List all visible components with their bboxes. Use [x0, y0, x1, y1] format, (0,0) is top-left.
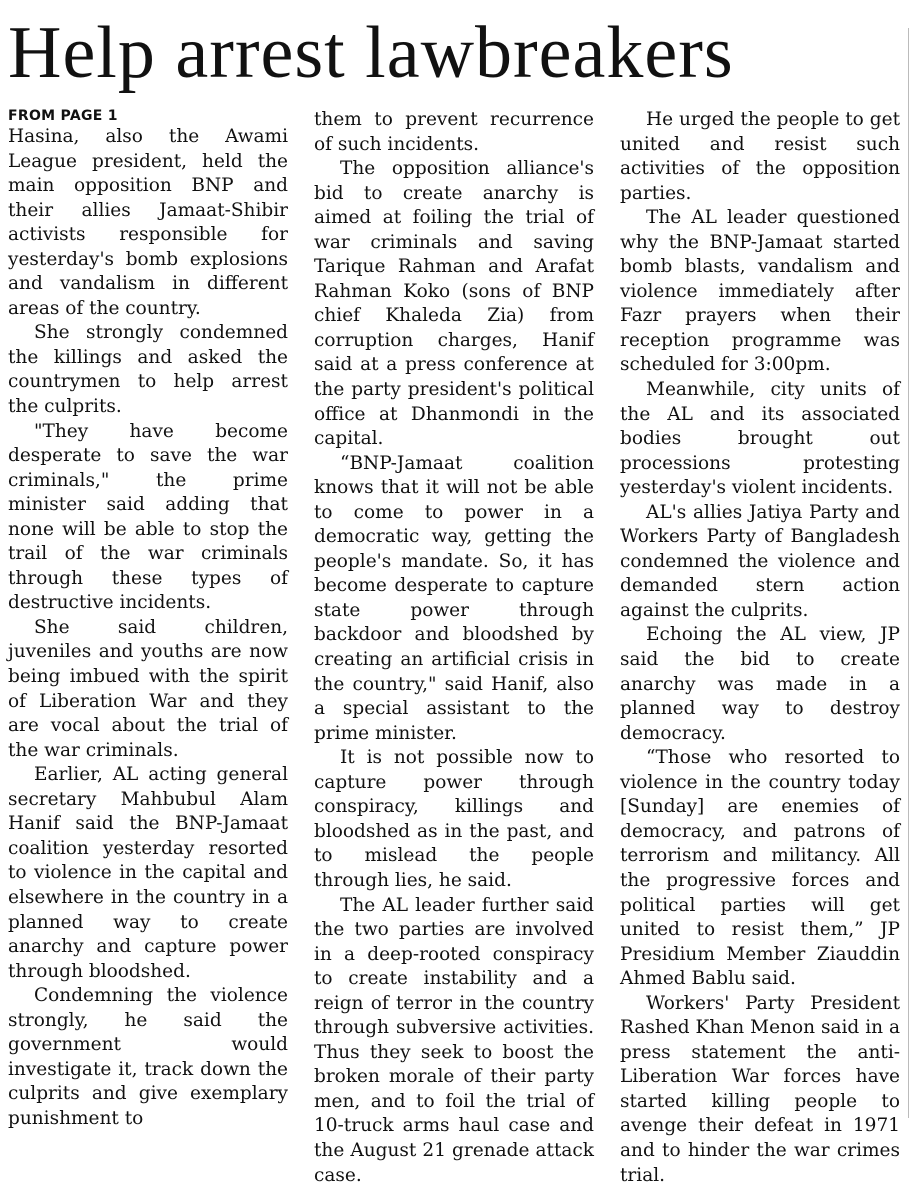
paragraph: She said children, juveniles and youths are now being imbued with the spirit of Liberation War and they are vocal about the trial of the war criminals. [8, 616, 288, 763]
paragraph: The AL leader questioned why the BNP-Jamaat started bomb blasts, vandalism and violence immediately after Fazr prayers when their reception programme was scheduled for 3:00pm. [620, 206, 900, 378]
paragraph: The AL leader further said the two parties are involved in a deep-rooted conspiracy to create instability and a reign of terror in the country through subversive activities. Thus they seek to boost the broken morale of their party men, and to foil the trial of 10-truck arms haul case and the August 21 grenade attack case. [314, 894, 594, 1188]
paragraph: She strongly condemned the killings and asked the countrymen to help arrest the culprits. [8, 321, 288, 419]
paragraph: “BNP-Jamaat coalition knows that it will not be able to come to power in a democratic way, getting the people's mandate. So, it has become desperate to capture state power through backdoor and bloodshed by creating an artificial crisis in the country," said Hanif, also a special assistant to the prime minister. [314, 452, 594, 747]
paragraph: Condemning the violence strongly, he said the government would investigate it, track down the culprits and give exemplary punishment to [8, 984, 288, 1131]
paragraph: "They have become desperate to save the war criminals," the prime minister said adding that none will be able to stop the trail of the war criminals through these types of destructive incidents. [8, 420, 288, 616]
paragraph: Earlier, AL acting general secretary Mahbubul Alam Hanif said the BNP-Jamaat coalition yesterday resorted to violence in the capital and elsewhere in the country in a planned way to create anarchy and capture power through bloodshed. [8, 763, 288, 984]
paragraph: It is not possible now to capture power through conspiracy, killings and bloodshed as in the past, and to mislead the people through lies, he said. [314, 746, 594, 893]
article-column-3 [620, 108, 900, 1114]
kicker: FROM PAGE 1 [8, 108, 288, 125]
paragraph: Meanwhile, city units of the AL and its associated bodies brought out processions protesting yesterday's violent incidents. [620, 378, 900, 501]
column-rule [908, 28, 909, 1118]
paragraph: Hasina, also the Awami League president, held the main opposition BNP and their allies Jamaat-Shibir activists responsible for yesterday's bomb explosions and vandalism in different areas of the country. [8, 125, 288, 321]
headline: Help arrest lawbreakers [8, 10, 908, 96]
paragraph: Echoing the AL view, JP said the bid to create anarchy was made in a planned way to destroy democracy. [620, 623, 900, 746]
paragraph: Workers' Party President Rashed Khan Menon said in a press statement the anti-Liberation War forces have started killing people to avenge their defeat in 1971 and to hinder the war crimes trial. [620, 992, 900, 1188]
article-column-1 [8, 108, 288, 1114]
paragraph: He urged the people to get united and resist such activities of the opposition parties. [620, 108, 900, 206]
article-column-2 [314, 108, 594, 1114]
paragraph: The opposition alliance's bid to create anarchy is aimed at foiling the trial of war criminals and saving Tarique Rahman and Arafat Rahman Koko (sons of BNP chief Khaleda Zia) from corruption charges, Hanif said at a press conference at the party president's political office at Dhanmondi in the capital. [314, 157, 594, 452]
paragraph: them to prevent recurrence of such incidents. [314, 108, 594, 157]
paragraph: “Those who resorted to violence in the country today [Sunday] are enemies of democracy, and patrons of terrorism and militancy. All the progressive forces and political parties will get united to resist them,” JP Presidium Member Ziauddin Ahmed Bablu said. [620, 746, 900, 991]
paragraph: AL's allies Jatiya Party and Workers Party of Bangladesh condemned the violence and demanded stern action against the culprits. [620, 501, 900, 624]
